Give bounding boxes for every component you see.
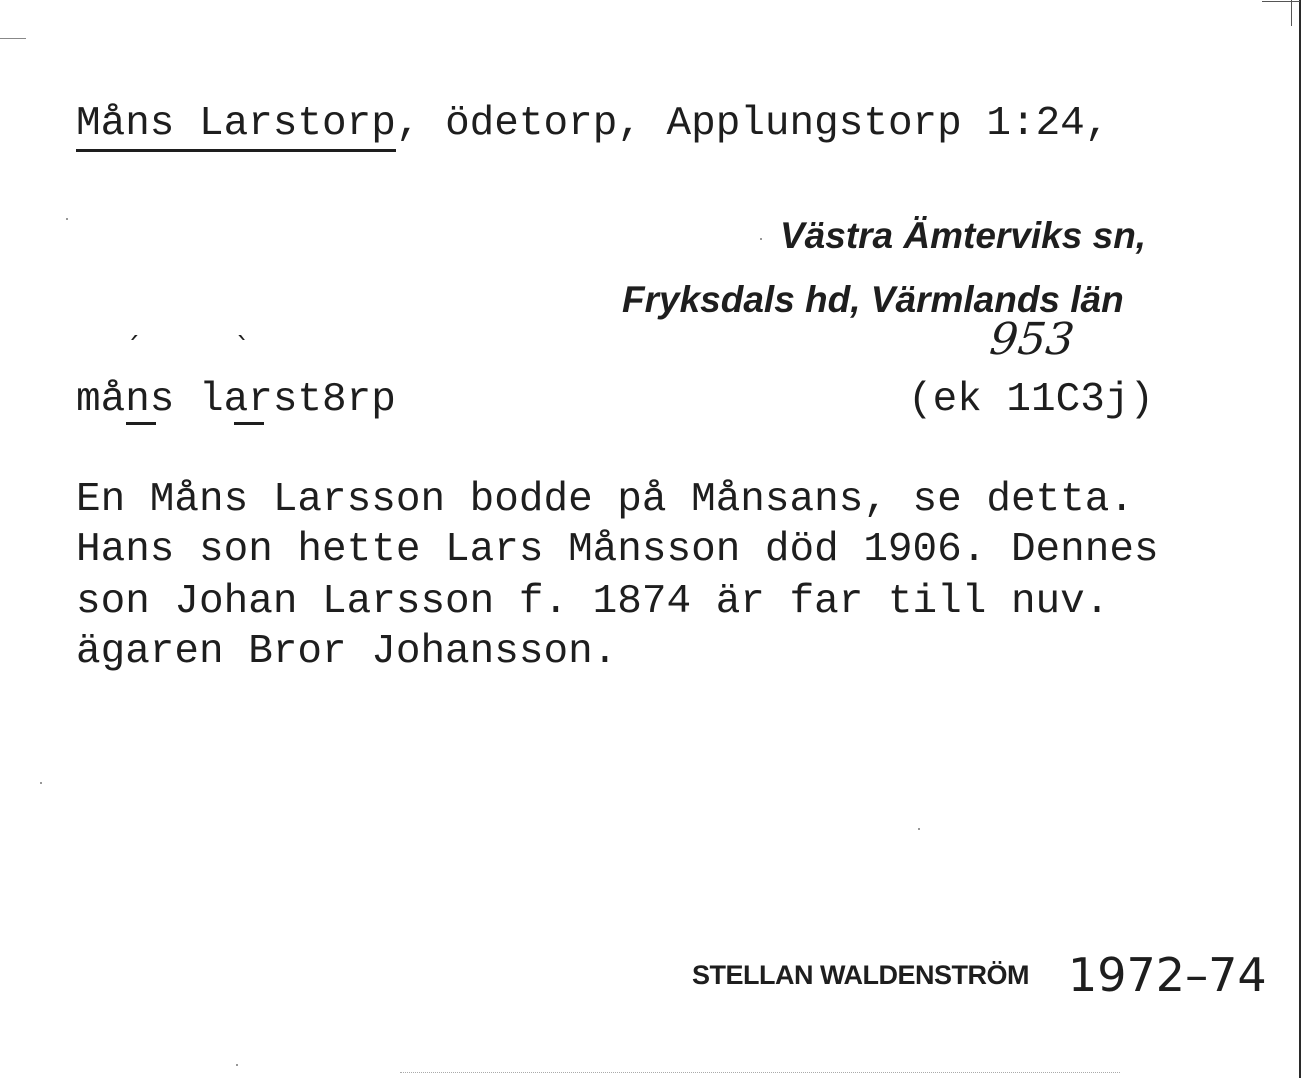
card-left-tick — [0, 38, 26, 39]
card-top-corner-line — [1262, 1, 1300, 2]
speck — [66, 218, 68, 220]
card-right-edge — [1299, 0, 1301, 1078]
speck — [760, 238, 762, 240]
stress-mark-grave: ˋ — [236, 331, 250, 364]
speck — [918, 828, 920, 830]
body-line-3: son Johan Larsson f. 1874 är far till nuv. — [76, 579, 1110, 625]
body-line-1: En Måns Larsson bodde på Månsans, se detta. — [76, 477, 1134, 523]
speck — [236, 1064, 238, 1066]
stress-mark-acute: ˊ — [126, 331, 140, 364]
map-reference: (ek 11C3j) — [908, 377, 1155, 423]
phonetic-underline-a — [234, 422, 264, 425]
header-line — [76, 101, 1110, 147]
card-bottom-edge — [400, 1072, 1120, 1073]
card-right-inner-edge — [1291, 0, 1292, 26]
place-description: , ödetorp, Applungstorp 1:24, — [395, 101, 1110, 147]
phonetic-transcription: måns larst8rp — [76, 377, 396, 423]
body-line-2: Hans son hette Lars Månsson död 1906. Dennes — [76, 527, 1159, 573]
phonetic-underline-n — [126, 422, 156, 425]
collection-years: 1972–74 — [1068, 948, 1267, 1002]
handwritten-number: 953 — [987, 314, 1077, 365]
collector-stamp: STELLAN WALDENSTRÖM — [692, 960, 1029, 990]
place-name: Måns Larstorp — [76, 101, 396, 152]
district-county-line: Fryksdals hd, Värmlands län — [622, 279, 1124, 320]
parish-line: Västra Ämterviks sn, — [780, 215, 1147, 256]
body-line-4: ägaren Bror Johansson. — [76, 629, 618, 675]
speck — [40, 782, 42, 784]
